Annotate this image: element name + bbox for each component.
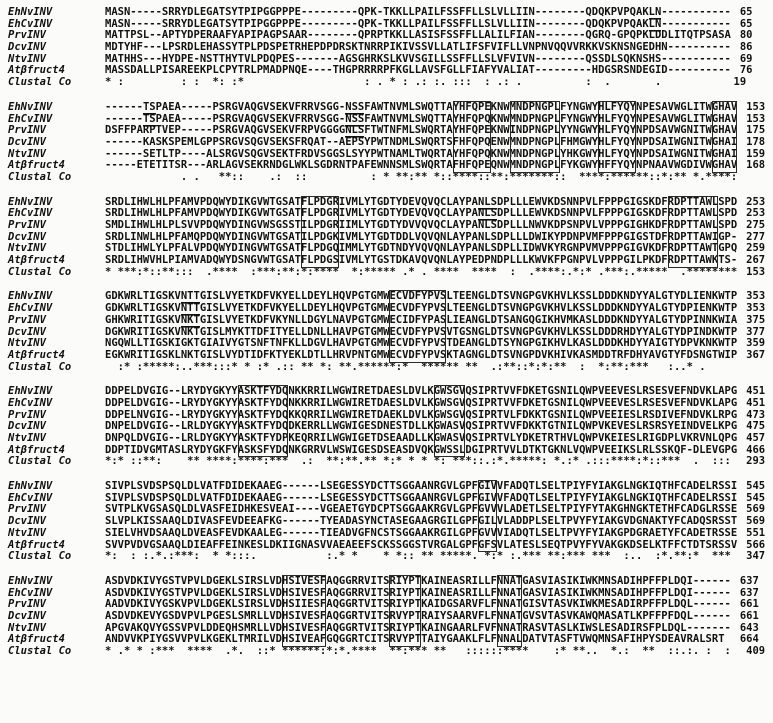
consensus-symbols: * .* * :*** **** .*. ::* ******:*:*.**** **:*** ** ::::::**** :* **.. *.: ** ::.:. : : <box>105 645 738 657</box>
sequence-text: SRDLIHWLHLPFAMVPDQWYDIKGVWTGSATFLPDGRIVMLYTGDTYDEVQVQCLAYPANLSDPLLLEWVKDSNNPVLFPPPGIGSKDFRDPTTAWLSPD <box>105 195 738 208</box>
sequence-label: DcvINV <box>8 41 46 54</box>
sequence-text: DGKWRITIGSKVNKTGISLMYKTTDFITYELLDNLLHAVPGTGMWECVDFYPVSVTGSNGLDTSVNGPGVKHVLKSSLDDDRHDYYALGTYDPINDKWTP <box>105 325 738 338</box>
glycosylation-site-underline: TS <box>142 100 156 113</box>
sequence-text: MASN-----SRRYDLEGATSYTPIPGGPPPE---------QPK-TKKLLPAILFSSFFLLSLVLLIIN--------QDQKPVPQAKLN----------- <box>105 17 731 30</box>
sequence-text: SLVPLKISSAAQLDIVASFEVDEEAFKG------TYEADASYNCTASEGAAGRGILGPFGILVLADDPLSELTPVYFYIAKGVDGNAKTYFCADQSRSST <box>105 515 738 528</box>
alignment-block <box>8 576 773 658</box>
sequence-text: MATHHS---HYDPE-NSTTHYTVLPDQPES-------AGSGHRKSLKVVSGILLSSFFLLSLVFVIVN--------QSSDLSQKNSHS----------- <box>105 52 731 65</box>
sequence-text: ------KASKSPEMLGPPSRGVSQGVSEKSFRQAT--AEPSYPWTNDMLSWQRTSFHFQPQENWMNDPNGPLFHMGWYHLFYQYNPDSAIWGNITWGHAI <box>105 135 738 148</box>
residue-count: 359 <box>746 337 766 350</box>
alignment-block <box>8 197 773 279</box>
sequence-label: Atβfruct4 <box>8 538 65 551</box>
consensus-count: 293 <box>746 455 766 468</box>
residue-count: 643 <box>739 621 759 634</box>
sequence-text: -----ETETITSR---ARLAGVSEKRNDGLWKLSGDRNTPAFEWNNSMLSWQRTAFHFQPEQNWMNDPNGPLFYKGWYHFFYQYNPNAAVWGDIVWGHAV <box>105 159 738 172</box>
residue-count: 259 <box>746 242 766 255</box>
residue-count: 566 <box>746 538 766 551</box>
sequence-row <box>8 611 773 623</box>
glycosylation-site-underline: NSS <box>345 112 365 125</box>
residue-count: 178 <box>746 135 766 148</box>
consensus-symbols: * : : : *: :* : . * : .: :. ::: : .: . : . . <box>105 76 725 89</box>
consensus-count: 347 <box>746 550 766 563</box>
sequence-text: DDPELDVGIG--LRYDYGKYYASKTFYDQNKKRRILWGWIRETDAESLDVLKGWSGVQSIPRTVVFDKETGSNILQWPVEEVESLRSESVEFNDVKLAPG <box>105 396 738 409</box>
sequence-label: EhCvINV <box>8 302 53 315</box>
sequence-text: DDPELNVGIG--LRYDYGKYYASKTFYDQKKQRRILWGWIRETDAEKLDVLKGWSGVQSIPRTVLFDKKTGSNILQWPVEEIESLRSDIVEFNDVKLRPG <box>105 408 738 421</box>
sequence-label: NtvINV <box>8 432 46 444</box>
sequence-text: ------TSPAEA-----PSRGVAQGVSEKVFRRVSGG-NSSFAWTNVMLSWQTTAYHFQPQKNWMNDPNGPLFYNGWYHLFYQYNPESAVWGLITWGHAV <box>105 112 738 125</box>
glycosylation-site-underline: NTT <box>180 290 200 303</box>
consensus-symbols: . . **:: .: :: : * **:** *::****::**:*******:: ****:******::*:** *.****: <box>105 170 738 183</box>
sequence-label: Atβfruct4 <box>8 159 65 172</box>
sequence-row <box>8 576 773 588</box>
sequence-label: EhCvINV <box>8 491 53 504</box>
sequence-row <box>8 102 773 114</box>
sequence-text: ------SETLTP----ALSRGVSQGVSEKTFRDVSGGSLSYYPWTNAMLTWQRTAYHFQPQKNWMNDPNGPLYHKGWYHLFYQYNPDSAIWGNITWGHAI <box>105 147 738 160</box>
sequence-text: AADVDKIVYGSKVPVLDGEKLSIRSLVDHSIIESFAQGGRTVITSRIYPTKAIDGSARVFLFNNATGISVTASVKIWKMESADIRPFFPLDQL------ <box>105 598 731 611</box>
consensus-count: 19 <box>733 76 747 89</box>
sequence-label: PrvINV <box>8 124 46 137</box>
consensus-symbols: *:* ::**: ** ****:****:*** .: **:**.** *:* * * *: ***::.:*.*****: *.:* .:::****:*::*** . ::: <box>105 455 738 468</box>
sequence-text: SRDLIHWLHLPFAMVPDQWYDIKGVWTGSATFLPDGRIVMLYTGDTYDEVQVQCLAYPANLSDPLLLEWVKDSNNPVLFPPPGIGSKDFRDPTTAWLSPD <box>105 207 738 220</box>
sequence-row <box>8 350 773 362</box>
residue-count: 551 <box>746 526 766 539</box>
sequence-label: EhNvINV <box>8 290 53 303</box>
sequence-row <box>8 137 773 149</box>
sequence-text: GDKWRLTIGSKVNTTGISLVYETKDFVKYELLDEYLHQVPGTGMWECVDFYPVSLTEENGLDTSVNGPGVKHVLKSSLDDDKNDYYALGTYDPIENKWTP <box>105 302 738 315</box>
sequence-text: GHKWRITIGSKVNKTGISLVYETKDFVKYNLLDGYLNAVPGTGMWECIDFYPASLIEANGLDTSANGQGIKHVMKASLDDDKNDYYALGTYDPINNKWIA <box>105 313 738 326</box>
sequence-text: EGKWRITIGSKLNKTGISLVYDTIDFKTYEKLDTLLHRVPNTGMWECVDFYPVSKTAGNGLDTSVNGPDVKHIVKASMDDTRFDHYAVGTYFDSNGTWIP <box>105 348 738 361</box>
sequence-text: ANDVVKPIYGSVVPVLKGEKLTMRILVDHSIVEAFGQGGRTCITSRVYPTTAIYGAAKLFLFNNALDATVTASFTVWQMNSAFIHPYSDEAVRALSRT <box>105 633 731 646</box>
consensus-row <box>8 551 773 563</box>
sequence-label: PrvINV <box>8 313 46 326</box>
residue-count: 473 <box>746 408 766 421</box>
sequence-label: EhNvINV <box>8 195 53 208</box>
sequence-label: EhNvINV <box>8 6 53 18</box>
consensus-row <box>8 267 773 279</box>
consensus-symbols: *: : :.*.:***: * *:::. :.* * * *:: ** *****. *:* :.*** **:*** *** :.. :*.**:* *** <box>105 550 738 563</box>
sequence-label: EhNvINV <box>8 480 53 493</box>
consensus-symbols: * ***:*::**::: .**** :***:**:*:**** *:***** .* . **** **** : .****:.*:* .***:.***** .******** <box>105 265 738 278</box>
sequence-row <box>8 433 773 445</box>
sequence-label: Atβfruct4 <box>8 254 65 267</box>
residue-count: 275 <box>746 219 766 231</box>
residue-count: 69 <box>739 52 753 65</box>
residue-count: 353 <box>746 302 766 315</box>
consensus-row <box>8 362 773 374</box>
sequence-label: DcvINV <box>8 609 46 622</box>
sequence-label: NtvINV <box>8 52 46 65</box>
sequence-text: NGQWLLTIGSKIGKTGIAIVYGTSNFTNFKLLDGVLHAVPGTGMWECVDFYPVSTDEANGLDTSYNGPGIKHVLKASLDDDKHDYYAIGTYDPVKNKWTP <box>105 337 738 350</box>
residue-count: 661 <box>739 609 759 622</box>
residue-count: 664 <box>739 633 759 646</box>
sequence-text: MASN-----SRRYDLEGATSYTPIPGGPPPE---------QPK-TKKLLPAILFSSFFLLSLVLLIIN--------QDQKPVPQAKLN----------- <box>105 6 731 18</box>
sequence-text: DNPQLDVGIG--LRLDYGKYYASKTFYDPKEQRRILWGWIGETDSEAADLLKGWASVQSIPRTVLYDKETRTHVLQWPVKEIESLRIGDPLVKRVNLQPG <box>105 432 738 444</box>
residue-count: 475 <box>746 420 766 433</box>
sequence-text: DNPELDVGIG--LRLDYGKYYASKTFYDQDKERRLLWGWIGESDNESTDLLKGWASVQSIPRTVVFDKKTGTNILQWPVKEVESLRSRSYEINDVELKPG <box>105 420 738 433</box>
residue-count: 569 <box>746 503 766 516</box>
sequence-label: NtvINV <box>8 337 46 350</box>
sequence-label: NtvINV <box>8 526 46 539</box>
glycosylation-site-underline: LN <box>648 17 662 30</box>
sequence-text: SIELVHVDSAAQLDVEASFEVDKAALEG------TIEADVGFNCSTSGGAAKRGILGPFGVVVIADQTLSELTPVYFYIAKGPDGRAETYFCADETRSSE <box>105 526 738 539</box>
sequence-text: SVVPVDVGSAAQLDIEAFFEINKESLDKIIGNASVVAEAEEFSCKSSGGSTVRGALGPFGFSVLATESLSEQTPVYFYVAKGKDSELKTFFCTDTSRSSV <box>105 538 738 551</box>
residue-count: 175 <box>746 124 766 137</box>
sequence-label: NtvINV <box>8 621 46 634</box>
residue-count: 637 <box>739 586 759 599</box>
sequence-text: GDKWRLTIGSKVNTTGISLVYETKDFVKYELLDEYLHQVPGTGMWECVDFYPVSLTEENGLDTSVNGPGVKHVLKSSLDDDKNDYYALGTYDLIENKWTP <box>105 290 738 303</box>
sequence-label: EhCvINV <box>8 112 53 125</box>
consensus-label: Clustal Co <box>8 76 72 89</box>
sequence-label: EhCvINV <box>8 396 53 409</box>
sequence-text: MASSDALLPISAREEKPLCPYTRLPMADPNQE----THGPRRRRPFKGLLAVSFGLLFIAFYVALIAT---------HDGSRSNDEGID---------- <box>105 64 731 77</box>
sequence-text: MDTYHF---LPSRDLEHASSYTPLPDSPETRHEPDPDRSKTNRRPIKIVSSVLLATLIFSFVIFLLVNPNVQQVVRKKVSKNSNGEDHN---------- <box>105 41 731 54</box>
residue-count: 86 <box>739 41 753 54</box>
sequence-row <box>8 398 773 410</box>
alignment-block <box>8 102 773 184</box>
glycosylation-site-underline: NSS <box>345 100 365 113</box>
residue-count: 545 <box>746 491 766 504</box>
sequence-label: EhCvINV <box>8 586 53 599</box>
residue-count: 661 <box>739 598 759 611</box>
residue-count: 76 <box>739 64 753 77</box>
sequence-label: PrvINV <box>8 219 46 231</box>
residue-count: 637 <box>739 574 759 587</box>
sequence-row <box>8 315 773 327</box>
sequence-row <box>8 481 773 493</box>
residue-count: 353 <box>746 290 766 303</box>
glycosylation-site-underline: NLS <box>477 207 497 220</box>
sequence-label: EhNvINV <box>8 100 53 113</box>
consensus-label: Clustal Co <box>8 170 72 183</box>
sequence-label: PrvINV <box>8 598 46 611</box>
glycosylation-site-underline: NTT <box>180 302 200 315</box>
sequence-label: NtvINV <box>8 242 46 255</box>
consensus-count: 409 <box>746 645 766 657</box>
sequence-label: DcvINV <box>8 420 46 433</box>
residue-count: 159 <box>746 147 766 160</box>
alignment-block <box>8 7 773 89</box>
consensus-row <box>8 77 773 89</box>
consensus-count: 153 <box>746 265 766 278</box>
sequence-label: EhCvINV <box>8 207 53 220</box>
glycosylation-site-underline: LN <box>648 6 662 18</box>
consensus-symbols: :* :*****:..***:::* * :* .:: ** *: **.******:* ****** ** .:**::*:*:** : *:**:*** :..* . <box>105 360 738 373</box>
sequence-text: MATTPSL--APTYDPERAAFYAPIPAGPSAAR--------QPRPTKKLLASISFSSFFLLALILFIAN--------QGRQ-GPQPKLDDLITQTPSASA <box>105 29 731 42</box>
sequence-label: Atβfruct4 <box>8 348 65 361</box>
sequence-text: APGVAKQVYGSSVPVLDDEQHSMRLLVDHSIVESFAQGGRTVITSRIYPTKAINGAARLFVFNNATRASVTASLKIWSLESADIRSFPLDQL------- <box>105 621 731 634</box>
sequence-text: DSFFPARPTVEP-----PSRGVAQGVSEKVFRPVGGGGNLSFTWTNFMLSWQRTAYHFQPEKNWINDPNGPLYYNGWYHLFYQYNPDSAVWGNITWGHAV <box>105 124 738 137</box>
sequence-row <box>8 42 773 54</box>
residue-count: 375 <box>746 313 766 326</box>
sequence-label: PrvINV <box>8 29 46 42</box>
glycosylation-site-underline: TS <box>142 112 156 125</box>
sequence-text: ------TSPAEA-----PSRGVAQGVSEKVFRRVSGG-NSSFAWTNVMLSWQTTAYHFQPEKNWMNDPNGPLFYNGWYHLFYQYNPESAVWGLITWGHAV <box>105 100 738 113</box>
residue-count: 253 <box>746 195 766 208</box>
residue-count: 153 <box>746 112 766 125</box>
residue-count: 80 <box>739 29 753 42</box>
sequence-label: Atβfruct4 <box>8 443 65 456</box>
sequence-text: ASDVDKIVYGSTVPVLDGEKLSIRSLVDHSIVESFAQGGRRVITSRIYPTKAINEASRILLFNNATGASVIASIKIWKMNSADIHPFFPLDQI------ <box>105 574 731 587</box>
sequence-text: ASDVDKIVYGSTVPVLDGEKLSIRSLVDHSIVESFAQGGRRVITSRIYPTKAINEASRILLFNNATGASVIASIKIWKMNSADIHPFFPLDQI------ <box>105 586 731 599</box>
sequence-label: DcvINV <box>8 515 46 528</box>
residue-count: 451 <box>746 396 766 409</box>
residue-count: 451 <box>746 385 766 398</box>
alignment-block <box>8 291 773 373</box>
sequence-text: STDLIHWLYLPFALVPDQWYDINGVWTGSATFLPDGQIMMLYTGDTNDYVQVQNLAYPANLSDPLLIDWVKYRGNPVMVPPPGIGVKDFRDPTTAWTGPQ <box>105 242 738 255</box>
residue-count: 457 <box>746 432 766 444</box>
glycosylation-site-underline: NLS <box>477 195 497 208</box>
residue-count: 267 <box>746 254 766 267</box>
sequence-text: SMDLIHWLHLPLSVVPDQWYDINGVWSGSSTILPDGRIIMLYTGDTYDVVQVQCLAYPANLSDPLLLNWVKDPSNPVLVPPPGIGHKDFRDPTTAWLSPD <box>105 219 738 231</box>
sequence-label: NtvINV <box>8 147 46 160</box>
sequence-label: EhNvINV <box>8 574 53 587</box>
residue-count: 545 <box>746 480 766 493</box>
consensus-label: Clustal Co <box>8 455 72 468</box>
consensus-row <box>8 456 773 468</box>
sequence-label: DcvINV <box>8 135 46 148</box>
residue-count: 168 <box>746 159 766 172</box>
alignment-block <box>8 386 773 468</box>
consensus-label: Clustal Co <box>8 645 72 657</box>
sequence-text: DDPELDVGIG--LRYDYGKYYASKTFYDQNKKRRILWGWIRETDAESLDVLKGWSGVQSIPRTVVFDKETGSNILQWPVEEVESLRSESVEFNDVKLAPG <box>105 385 738 398</box>
consensus-label: Clustal Co <box>8 550 72 563</box>
sequence-text: SIVPLSVDSPSQLDLVATFDIDEKAAEG------LSEGESSYDCTTSGGAANRGVLGPFGIVVFADQTLSELTPIYFYIAKGLNGKIQTHFCADELRSSI <box>105 491 738 504</box>
consensus-label: Clustal Co <box>8 265 72 278</box>
residue-count: 153 <box>746 100 766 113</box>
sequence-text: ASDVDKEVYGSDVPVLPGESLSMRLLVDHSIVESFAQGGRTVITSRVYPTRAIYSAARVFLFNNATGVSVTASVKAWQMASATLKPFFPFDQL------ <box>105 609 731 622</box>
sequence-label: DcvINV <box>8 325 46 338</box>
sequence-label: EhNvINV <box>8 385 53 398</box>
residue-count: 367 <box>746 348 766 361</box>
sequence-text: SIVPLSVDSPSQLDLVATFDIDEKAAEG------LSEGESSYDCTTSGGAANRGVLGPFGIVVFADQTLSELTPIYFYIAKGLNGKIQTHFCADELRSSI <box>105 480 738 493</box>
residue-count: 569 <box>746 515 766 528</box>
sequence-label: DcvINV <box>8 230 46 243</box>
sequence-row <box>8 255 773 267</box>
sequence-label: Atβfruct4 <box>8 64 65 77</box>
sequence-text: SRDLIHWVHLPIAMVADQWYDSNGVWTGSATFLPDGSIVMLYTGSTDKAVQVQNLAYPEDPNDPLLLKWVKFPGNPVLVPPPGILPKDFRDPTTAWKTS- <box>105 254 738 267</box>
sequence-text: SRDLINWLHLPFAMQPDQWYDINGVWTGSATILPDGKIVMLYTGDTDDLVQVQNLAYPANLSDPLLLDWIKYPDNPVMFPPPGIGSTDFRDPTTAWIGP- <box>105 230 738 243</box>
residue-count: 65 <box>739 17 753 30</box>
sequence-label: PrvINV <box>8 503 46 516</box>
alignment-block <box>8 481 773 563</box>
sequence-label: Atβfruct4 <box>8 633 65 646</box>
residue-count: 277 <box>746 230 766 243</box>
glycosylation-site-underline: NLS <box>345 124 365 137</box>
sequence-text: DDPTIDVGMTASLRYDYGKFYASKSFYDQNKGRRVLWSWIGESDSEASDVQKGWSSLDGIPRTVVLDTKTGKNLVQWPVEEIKSLRLSSKQF-DLEVGPG <box>105 443 738 456</box>
residue-count: 377 <box>746 325 766 338</box>
consensus-row <box>8 172 773 184</box>
sequence-text: SVTPLKVGSASQLDLVASFEIDHKESVEAI----VGEAETGYDCPTSGGAAKRGVLGPFGVVVLADETLSELTPIYFYTAKGHNGKTETHFCADGLRSSE <box>105 503 738 516</box>
consensus-label: Clustal Co <box>8 360 72 373</box>
glycosylation-site-underline: NKT <box>180 313 200 326</box>
residue-count: 466 <box>746 443 766 456</box>
sequence-row <box>8 220 773 232</box>
sequence-label: PrvINV <box>8 408 46 421</box>
alignment-blocks <box>8 7 773 658</box>
residue-count: 253 <box>746 207 766 220</box>
sequence-row <box>8 528 773 540</box>
sequence-row <box>8 7 773 19</box>
residue-count: 65 <box>739 6 753 18</box>
sequence-label: EhCvINV <box>8 17 53 30</box>
consensus-row <box>8 646 773 658</box>
